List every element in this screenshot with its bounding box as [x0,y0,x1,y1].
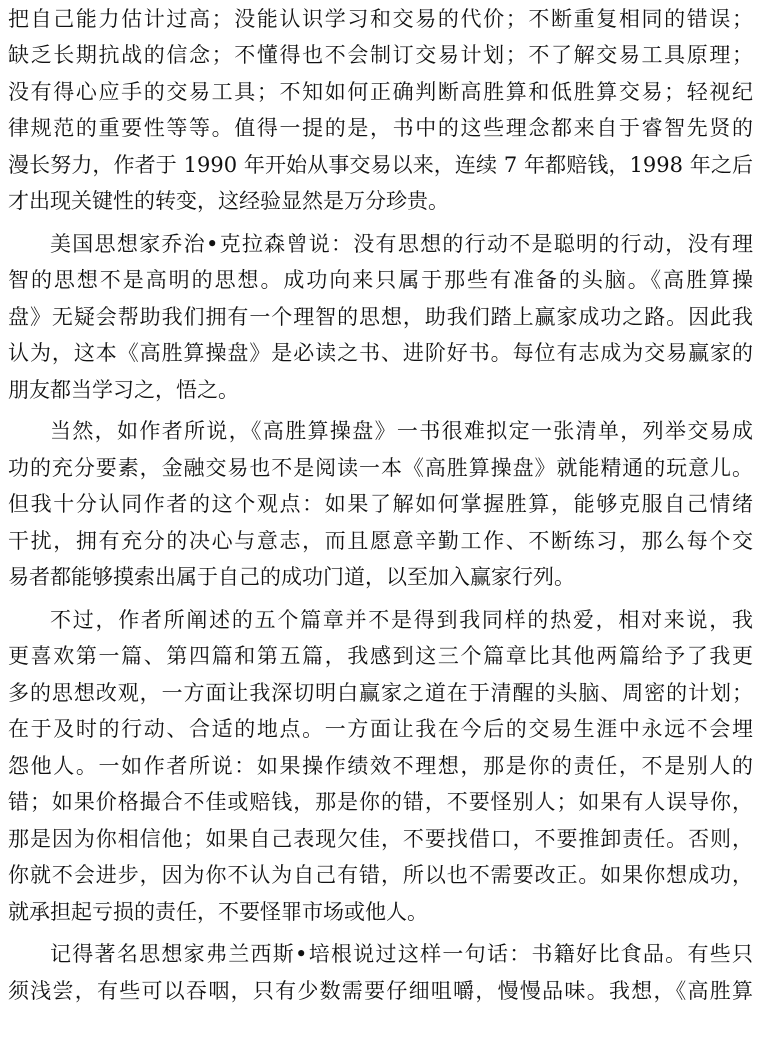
text-line-2: 缺乏长期抗战的信念；不懂得也不会制订交易计划；不了解交易工具原理； [8,43,753,67]
paragraph-5-line-1: 记得著名思想家弗兰西斯•培根说过这样一句话：书籍好比食品。有些只 [50,942,753,966]
text-line-14: 但我十分认同作者的这个观点：如果了解如何掌握胜算，能够克服自己情绪 [8,492,753,516]
text-line-20: 在于及时的行动、合适的地点。一方面让我在今后的交易生涯中永远不会埋 [8,717,753,741]
text-line-8: 智的思想不是高明的思想。成功向来只属于那些有准备的头脑。《高胜算操 [8,268,753,292]
text-line-22: 错；如果价格撮合不佳或赔钱，那是你的错，不要怪别人；如果有人误导你， [8,790,753,814]
text-line-9: 盘》无疑会帮助我们拥有一个理智的思想，助我们踏上赢家成功之路。因此我 [8,305,753,329]
text-line-10: 认为，这本《高胜算操盘》是必读之书、进阶好书。每位有志成为交易赢家的 [8,341,753,365]
text-line-11: 朋友都当学习之，悟之。 [8,378,239,402]
text-line-16: 易者都能够摸索出属于自己的成功门道，以至加入赢家行列。 [8,565,575,589]
text-line-23: 那是因为你相信他；如果自己表现欠佳，不要找借口，不要推卸责任。否则， [8,827,753,851]
text-line-25: 就承担起亏损的责任，不要怪罪市场或他人。 [8,900,428,924]
text-line-27: 须浅尝，有些可以吞咽，只有少数需要仔细咀嚼，慢慢品味。我想，《高胜算 [8,979,753,1003]
text-line-6: 才出现关键性的转变，这经验显然是万分珍贵。 [8,189,449,213]
text-line-3: 没有得心应手的交易工具；不知如何正确判断高胜算和低胜算交易；轻视纪 [8,80,753,104]
paragraph-4-line-1: 不过，作者所阐述的五个篇章并不是得到我同样的热爱，相对来说，我 [50,608,753,632]
text-line-1: 把自己能力估计过高；没能认识学习和交易的代价；不断重复相同的错误； [8,7,753,31]
text-line-15: 干扰，拥有充分的决心与意志，而且愿意辛勤工作、不断练习，那么每个交 [8,529,753,553]
text-line-5: 漫长努力，作者于 1990 年开始从事交易以来，连续 7 年都赔钱，1998 年之后 [8,153,753,177]
text-line-19: 多的思想改观，一方面让我深切明白赢家之道在于清醒的头脑、周密的计划； [8,681,753,705]
paragraph-2-line-1: 美国思想家乔治•克拉森曾说：没有思想的行动不是聪明的行动，没有理 [50,232,753,256]
text-line-13: 功的充分要素，金融交易也不是阅读一本《高胜算操盘》就能精通的玩意儿。 [8,456,753,480]
text-line-21: 怨他人。一如作者所说：如果操作绩效不理想，那是你的责任，不是别人的 [8,754,753,778]
text-line-4: 律规范的重要性等等。值得一提的是，书中的这些理念都来自于睿智先贤的 [8,116,753,140]
paragraph-3-line-1: 当然，如作者所说，《高胜算操盘》一书很难拟定一张清单，列举交易成 [50,419,753,443]
text-line-24: 你就不会进步，因为你不认为自己有错，所以也不需要改正。如果你想成功， [8,863,753,887]
text-line-18: 更喜欢第一篇、第四篇和第五篇，我感到这三个篇章比其他两篇给予了我更 [8,644,753,668]
